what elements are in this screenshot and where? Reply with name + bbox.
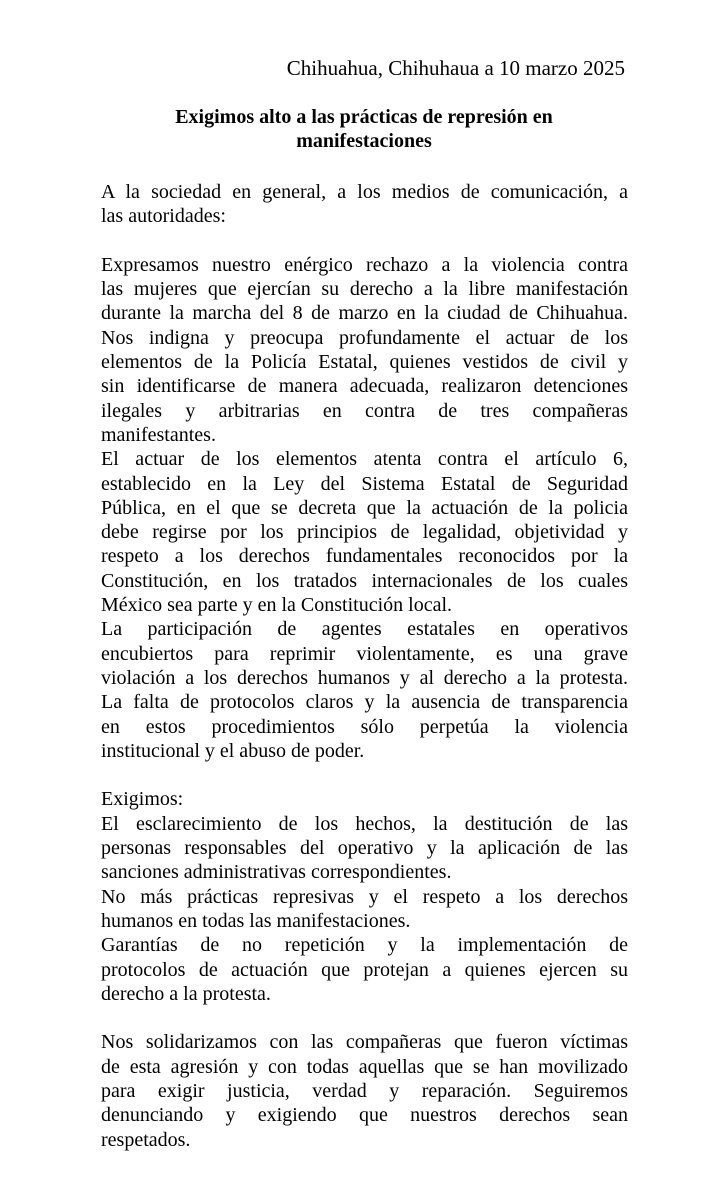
title-line: manifestaciones xyxy=(296,130,432,152)
text-line: El actuar de los elementos atenta contra el artículo 6, xyxy=(101,448,628,471)
document-title xyxy=(100,105,628,153)
text-line: institucional y el abuso de poder. xyxy=(101,739,365,762)
title-line: Exigimos alto a las prácticas de represión en xyxy=(175,106,553,128)
salutation xyxy=(101,180,628,229)
text-line: sanciones administrativas correspondientes. xyxy=(101,861,452,884)
text-line: respeto a los derechos fundamentales reconocidos por la xyxy=(101,545,628,568)
text-line: denunciando y exigiendo que nuestros derechos sean xyxy=(101,1104,628,1127)
demand-item xyxy=(101,885,628,934)
text-line: las mujeres que ejercían su derecho a la libre manifestación xyxy=(101,278,628,301)
text-line: No más prácticas represivas y el respeto a los derechos xyxy=(101,885,628,908)
demand-item xyxy=(101,933,628,1006)
text-line: elementos de la Policía Estatal, quienes vestidos de civil y xyxy=(101,351,628,374)
text-line: Nos solidarizamos con las compañeras que fueron víctimas xyxy=(101,1031,628,1054)
text-line: de esta agresión y con todas aquellas que se han movilizado xyxy=(101,1055,628,1078)
paragraph-rejection xyxy=(101,253,628,447)
paragraph-spacer xyxy=(101,229,628,253)
text-line: ilegales y arbitrarias en contra de tres compañeras xyxy=(101,399,628,422)
text-line: encubiertos para reprimir violentamente, es una grave xyxy=(101,642,628,665)
paragraph-spacer xyxy=(101,1006,628,1030)
text-line: en estos procedimientos sólo perpetúa la violencia xyxy=(101,715,628,738)
closing-paragraph xyxy=(101,1030,628,1151)
text-line: A la sociedad en general, a los medios de comunicación, a xyxy=(101,181,628,203)
text-line: Garantías de no repetición y la implementación de xyxy=(101,934,628,957)
text-line: México sea parte y en la Constitución local. xyxy=(101,594,453,617)
text-line: La falta de protocolos claros y la ausencia de transparencia xyxy=(101,691,628,714)
text-line: establecido en la Ley del Sistema Estatal de Seguridad xyxy=(101,472,628,495)
text-line: manifestantes. xyxy=(101,423,216,446)
text-line: para exigir justicia, verdad y reparación. Seguiremos xyxy=(101,1079,628,1102)
demand-item xyxy=(101,812,628,885)
text-line: Expresamos nuestro enérgico rechazo a la violencia contra xyxy=(101,253,628,276)
demands-section xyxy=(101,787,628,1006)
text-line: humanos en todas las manifestaciones. xyxy=(101,909,411,932)
text-line: respetados. xyxy=(101,1128,191,1151)
text-line: derecho a la protesta. xyxy=(101,982,271,1005)
text-line: durante la marcha del 8 de marzo en la ciudad de Chihuahua. xyxy=(101,302,628,325)
date-line: Chihuahua, Chihuhaua a 10 marzo 2025 xyxy=(286,56,625,80)
paragraph-article-6 xyxy=(101,447,628,617)
document-body xyxy=(101,180,628,1152)
paragraph-undercover-agents xyxy=(101,617,628,763)
text-line: La participación de agentes estatales en operativos xyxy=(101,618,628,641)
text-line: Pública, en el que se decreta que la actuación de la policia xyxy=(101,496,628,519)
text-line: sin identificarse de manera adecuada, realizaron detenciones xyxy=(101,375,628,398)
demands-heading: Exigimos: xyxy=(101,788,184,811)
paragraph-spacer xyxy=(101,763,628,787)
text-line: violación a los derechos humanos y al derecho a la protesta. xyxy=(101,666,628,689)
text-line: las autoridades: xyxy=(101,205,226,228)
text-line: Nos indigna y preocupa profundamente el actuar de los xyxy=(101,326,628,349)
text-line: debe regirse por los principios de legalidad, objetividad y xyxy=(101,521,628,544)
text-line: protocolos de actuación que protejan a quienes ejercen su xyxy=(101,958,628,981)
text-line: personas responsables del operativo y la aplicación de las xyxy=(101,837,628,860)
text-line: El esclarecimiento de los hechos, la destitución de las xyxy=(101,812,628,835)
text-line: Constitución, en los tratados internacionales de los cuales xyxy=(101,569,628,592)
